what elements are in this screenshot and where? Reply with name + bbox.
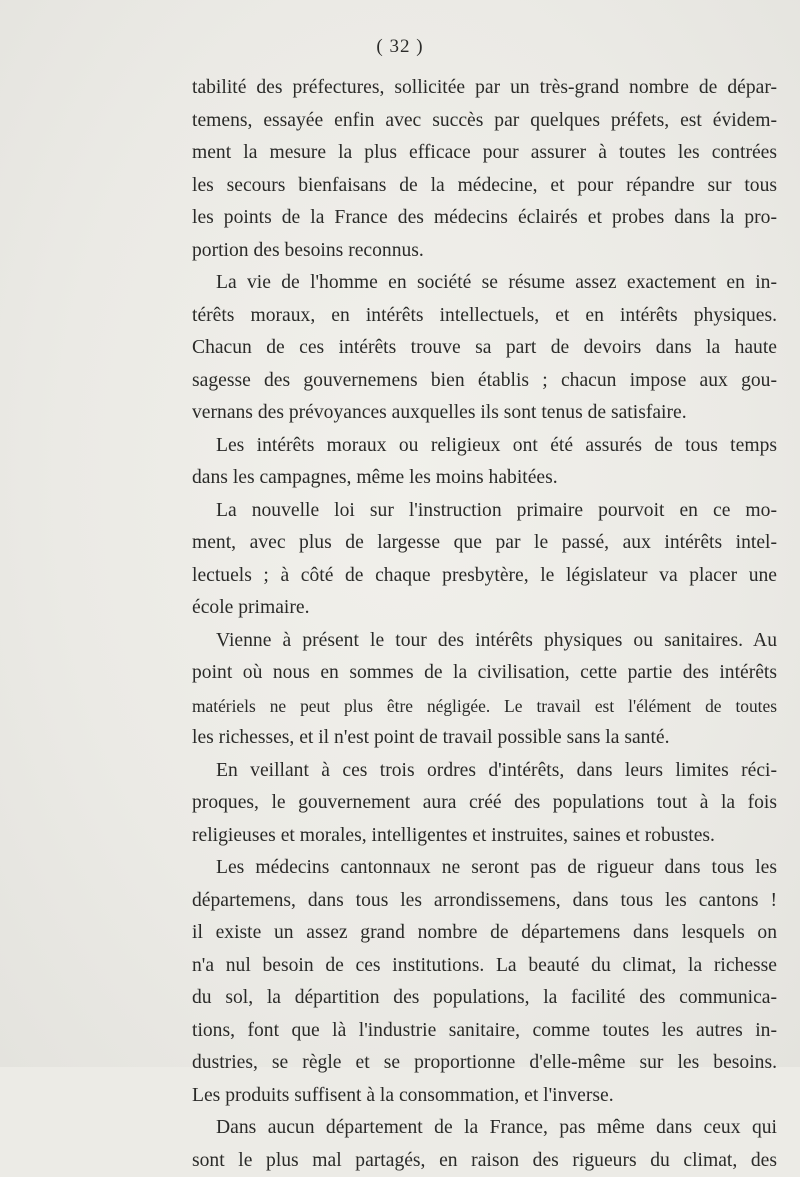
text-line: Chacun de ces intérêts trouve sa part de devoirs dans la haute — [192, 332, 777, 365]
text-line: ment la mesure la plus efficace pour assurer à toutes les contrées — [192, 137, 777, 170]
text-line: école primaire. — [192, 592, 777, 625]
body-text — [192, 72, 777, 1177]
text-line: portion des besoins reconnus. — [192, 235, 777, 268]
text-line: La nouvelle loi sur l'instruction primaire pourvoit en ce mo- — [192, 495, 777, 528]
text-line: dustries, se règle et se proportionne d'elle-même sur les besoins. — [192, 1047, 777, 1080]
text-line: sagesse des gouvernemens bien établis ; chacun impose aux gou- — [192, 365, 777, 398]
page-number: ( 32 ) — [0, 36, 800, 58]
text-line: sont le plus mal partagés, en raison des rigueurs du climat, des — [192, 1145, 777, 1177]
text-line: dans les campagnes, même les moins habitées. — [192, 462, 777, 495]
text-line: térêts moraux, en intérêts intellectuels, et en intérêts physiques. — [192, 300, 777, 333]
text-line: ment, avec plus de largesse que par le passé, aux intérêts intel- — [192, 527, 777, 560]
text-line: Les produits suffisent à la consommation, et l'inverse. — [192, 1080, 777, 1113]
text-line: tabilité des préfectures, sollicitée par un très-grand nombre de dépar- — [192, 72, 777, 105]
text-line: lectuels ; à côté de chaque presbytère, le législateur va placer une — [192, 560, 777, 593]
text-line: les secours bienfaisans de la médecine, et pour répandre sur tous — [192, 170, 777, 203]
text-line: tions, font que là l'industrie sanitaire, comme toutes les autres in- — [192, 1015, 777, 1048]
text-line: Les intérêts moraux ou religieux ont été assurés de tous temps — [192, 430, 777, 463]
text-line: les richesses, et il n'est point de travail possible sans la santé. — [192, 722, 777, 755]
text-line: Vienne à présent le tour des intérêts physiques ou sanitaires. Au — [192, 625, 777, 658]
text-line: matériels ne peut plus être négligée. Le travail est l'élément de toutes — [192, 690, 777, 723]
text-line: Dans aucun département de la France, pas même dans ceux qui — [192, 1112, 777, 1145]
text-line: temens, essayée enfin avec succès par quelques préfets, est évidem- — [192, 105, 777, 138]
text-line: religieuses et morales, intelligentes et instruites, saines et robustes. — [192, 820, 777, 853]
text-line: n'a nul besoin de ces institutions. La beauté du climat, la richesse — [192, 950, 777, 983]
text-line: départemens, dans tous les arrondissemens, dans tous les cantons ! — [192, 885, 777, 918]
text-line: il existe un assez grand nombre de départemens dans lesquels on — [192, 917, 777, 950]
text-line: Les médecins cantonnaux ne seront pas de rigueur dans tous les — [192, 852, 777, 885]
text-line: point où nous en sommes de la civilisation, cette partie des intérêts — [192, 657, 777, 690]
text-line: La vie de l'homme en société se résume assez exactement en in- — [192, 267, 777, 300]
text-line: les points de la France des médecins éclairés et probes dans la pro- — [192, 202, 777, 235]
text-line: du sol, la départition des populations, la facilité des communica- — [192, 982, 777, 1015]
text-line: proques, le gouvernement aura créé des populations tout à la fois — [192, 787, 777, 820]
text-line: En veillant à ces trois ordres d'intérêts, dans leurs limites réci- — [192, 755, 777, 788]
text-line: vernans des prévoyances auxquelles ils sont tenus de satisfaire. — [192, 397, 777, 430]
